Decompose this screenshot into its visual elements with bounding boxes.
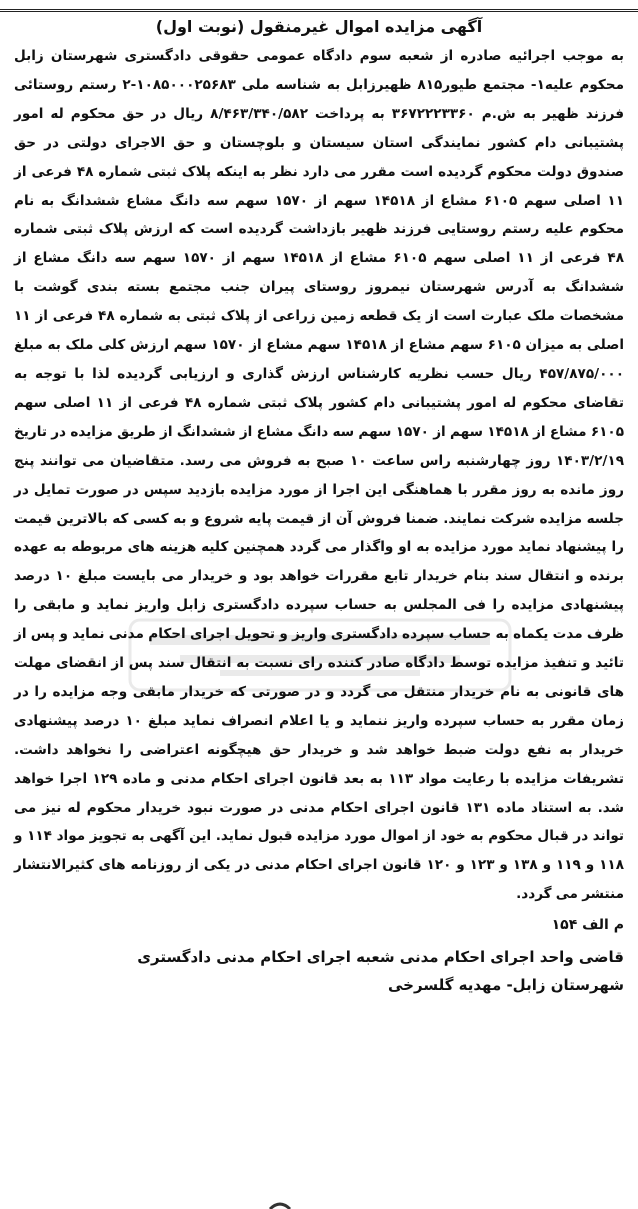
notice-body: به موجب اجرائیه صادره از شعبه سوم دادگاه عمومی حقوقی دادگستری شهرستان زابل محکوم علیه۱- مجتمع طیور۸۱۵ ظهیرزابل به شناسه ملی ۱۰۸۵۰۰۰۲۵۶۸۳-۲ رستم روستائی فرزند ظهیر به ش.م ۳۶۷۲۲۲۳۳۶۰ به پرداخت ۸/۴۶۳/۳۴۰/۵۸۲ ریال در حق محکوم له امور پشتیبانی دام کشور نمایندگی استان سیستان و بلوچستان و حق الاجرای دولتی در حق صندوق دولت محکوم گردیده است مقرر می دارد نظر به اینکه پلاک ثبتی شماره ۴۸ فرعی از ۱۱ اصلی سهم ۶۱۰۵ مشاع از ۱۴۵۱۸ سهم از ۱۵۷۰ سهم سه دانگ مشاع ششدانگ به نام محکوم علیه رستم روستایی فرزند ظهیر بازداشت گردیده است که ارزش پلاک ثبتی شماره ۴۸ فرعی از ۱۱ اصلی سهم ۶۱۰۵ مشاع از ۱۴۵۱۸ سهم از ۱۵۷۰ سهم سه دانگ مشاع از ششدانگ به آدرس شهرستان نیمروز روستای پیران جنب مجتمع بسته بندی گوشت با مشخصات ملک عبارت است از یک قطعه زمین زراعی از پلاک ثبتی به شماره ۴۸ فرعی از ۱۱ اصلی به میزان ۶۱۰۵ سهم مشاع از ۱۴۵۱۸ سهم مشاع از ۱۵۷۰ سهم ارزش کلی ملک به مبلغ ۴۵۷/۸۷۵/۰۰۰ ریال حسب نظریه کارشناس ارزش گذاری و ارزیابی گردیده لذا با توجه به تقاضای محکوم له امور پشتیبانی دام کشور پلاک ثبتی شماره ۴۸ فرعی از ۱۱ اصلی سهم ۶۱۰۵ مشاع از ۱۴۵۱۸ سهم از ۱۵۷۰ سهم سه دانگ مشاع از ششدانگ از طریق مزایده در تاریخ ۱۴۰۳/۲/۱۹ روز چهارشنبه راس ساعت ۱۰ صبح به فروش می رسد. متقاضیان می توانند پنج روز مانده به روز مقرر با هماهنگی این اجرا از مورد مزایده بازدید سپس در صورت تمایل در جلسه مزایده شرکت نمایند. ضمنا فروش آن از قیمت پایه شروع و به کسی که بالاترین قیمت را پیشنهاد نماید مورد مزایده به او واگذار می گردد همچنین کلیه هزینه های مربوطه به عهده برنده و انتقال سند بنام خریدار تابع مقررات خواهد بود و خریدار می بایست مبلغ ۱۰ درصد پیشنهادی مزایده را فی المجلس به حساب سپرده دادگستری زابل واریز نماید و مابقی را ظرف مدت یکماه به حساب سپرده دادگستری واریز و تحویل اجرای احکام مدنی نماید و پس از تائید و تنفیذ مزایده توسط دادگاه صادر کننده رای نسبت به انتقال سند پس از انقضای مهلت های قانونی به نام خریدار منتقل می گردد و در صورتی که خریدار مابقی وجه مزایده را در زمان مقرر به حساب سپرده واریز ننماید و یا اعلام انصراف نماید مبلغ ۱۰ درصد پیشنهادی خریدار به نفع دولت ضبط خواهد شد و خریدار حق هیچگونه اعتراضی را نخواهد داشت. تشریفات مزایده با رعایت مواد ۱۱۳ به بعد قانون اجرای احکام مدنی و ماده ۱۲۹ اجرا خواهد شد. به استناد ماده ۱۳۱ قانون اجرای احکام مدنی در صورت نبود خریدار محکوم له نیز می تواند در قبال محکوم به خود از اموال مورد مزایده قبول نماید. این آگهی به تجویز مواد ۱۱۴ و ۱۱۸ و ۱۱۹ و ۱۳۸ و ۱۲۳ و ۱۲۰ قانون اجرای احکام مدنی در یکی از روزنامه های کثیرالانتشار منتشر می گردد. xyxy=(14,48,625,903)
notice-reference: م الف ۱۵۴ xyxy=(551,917,624,934)
signature-line-1: قاضی واحد اجرای احکام مدنی شعبه اجرای احکام مدنی دادگستری xyxy=(137,948,624,967)
top-double-rule xyxy=(0,0,638,12)
notice-title: آگهی مزایده اموال غیرمنقول (نوبت اول) xyxy=(155,17,483,36)
signature-line-2: شهرستان زابل- مهدیه گلسرخی xyxy=(388,976,624,995)
auction-notice xyxy=(14,14,624,999)
bottom-edge-mark xyxy=(260,1199,300,1209)
